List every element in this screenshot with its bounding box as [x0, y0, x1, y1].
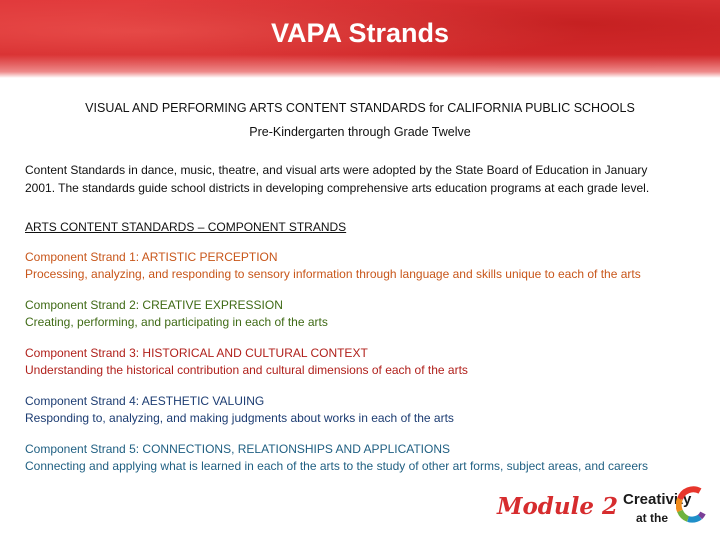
strand-title: Component Strand 1: ARTISTIC PERCEPTION: [25, 250, 278, 264]
creativity-core-logo-icon: [676, 483, 706, 527]
module-label: Module 2: [497, 493, 618, 520]
logo-text-creativity: Creativity: [623, 491, 692, 508]
title-banner: [0, 0, 720, 78]
section-header: ARTS CONTENT STANDARDS – COMPONENT STRANDS: [25, 220, 347, 234]
strand-title: Component Strand 4: AESTHETIC VALUING: [25, 394, 265, 408]
strand-description: Connecting and applying what is learned in each of the arts to the study of other art forms, subject areas, and careers: [25, 459, 649, 473]
strand-4: [25, 393, 715, 427]
intro-line-1: Content Standards in dance, music, theatre, and visual arts were adopted by the State Board of Education in January: [25, 163, 648, 177]
slide-title: VAPA Strands: [270, 18, 450, 48]
standards-heading: VISUAL AND PERFORMING ARTS CONTENT STANDARDS for CALIFORNIA PUBLIC SCHOOLS: [85, 101, 635, 115]
strand-5: [25, 441, 715, 475]
strand-title: Component Strand 3: HISTORICAL AND CULTURAL CONTEXT: [25, 346, 368, 360]
intro-line-2: 2001. The standards guide school districts in developing comprehensive arts education programs at each grade level.: [25, 181, 650, 195]
strand-description: Understanding the historical contribution and cultural dimensions of each of the arts: [25, 363, 468, 377]
strand-title: Component Strand 2: CREATIVE EXPRESSION: [25, 298, 283, 312]
strand-description: Responding to, analyzing, and making judgments about works in each of the arts: [25, 411, 454, 425]
strand-description: Processing, analyzing, and responding to sensory information through language and skills unique to each of the arts: [25, 267, 641, 281]
grade-range-subheading: Pre-Kindergarten through Grade Twelve: [249, 125, 471, 139]
logo-text-at-the: at the: [636, 511, 669, 525]
strand-1: [25, 249, 715, 283]
strand-title: Component Strand 5: CONNECTIONS, RELATIONSHIPS AND APPLICATIONS: [25, 442, 451, 456]
strand-3: [25, 345, 715, 379]
intro-paragraph: [25, 161, 705, 197]
strand-description: Creating, performing, and participating in each of the arts: [25, 315, 328, 329]
strand-2: [25, 297, 715, 331]
